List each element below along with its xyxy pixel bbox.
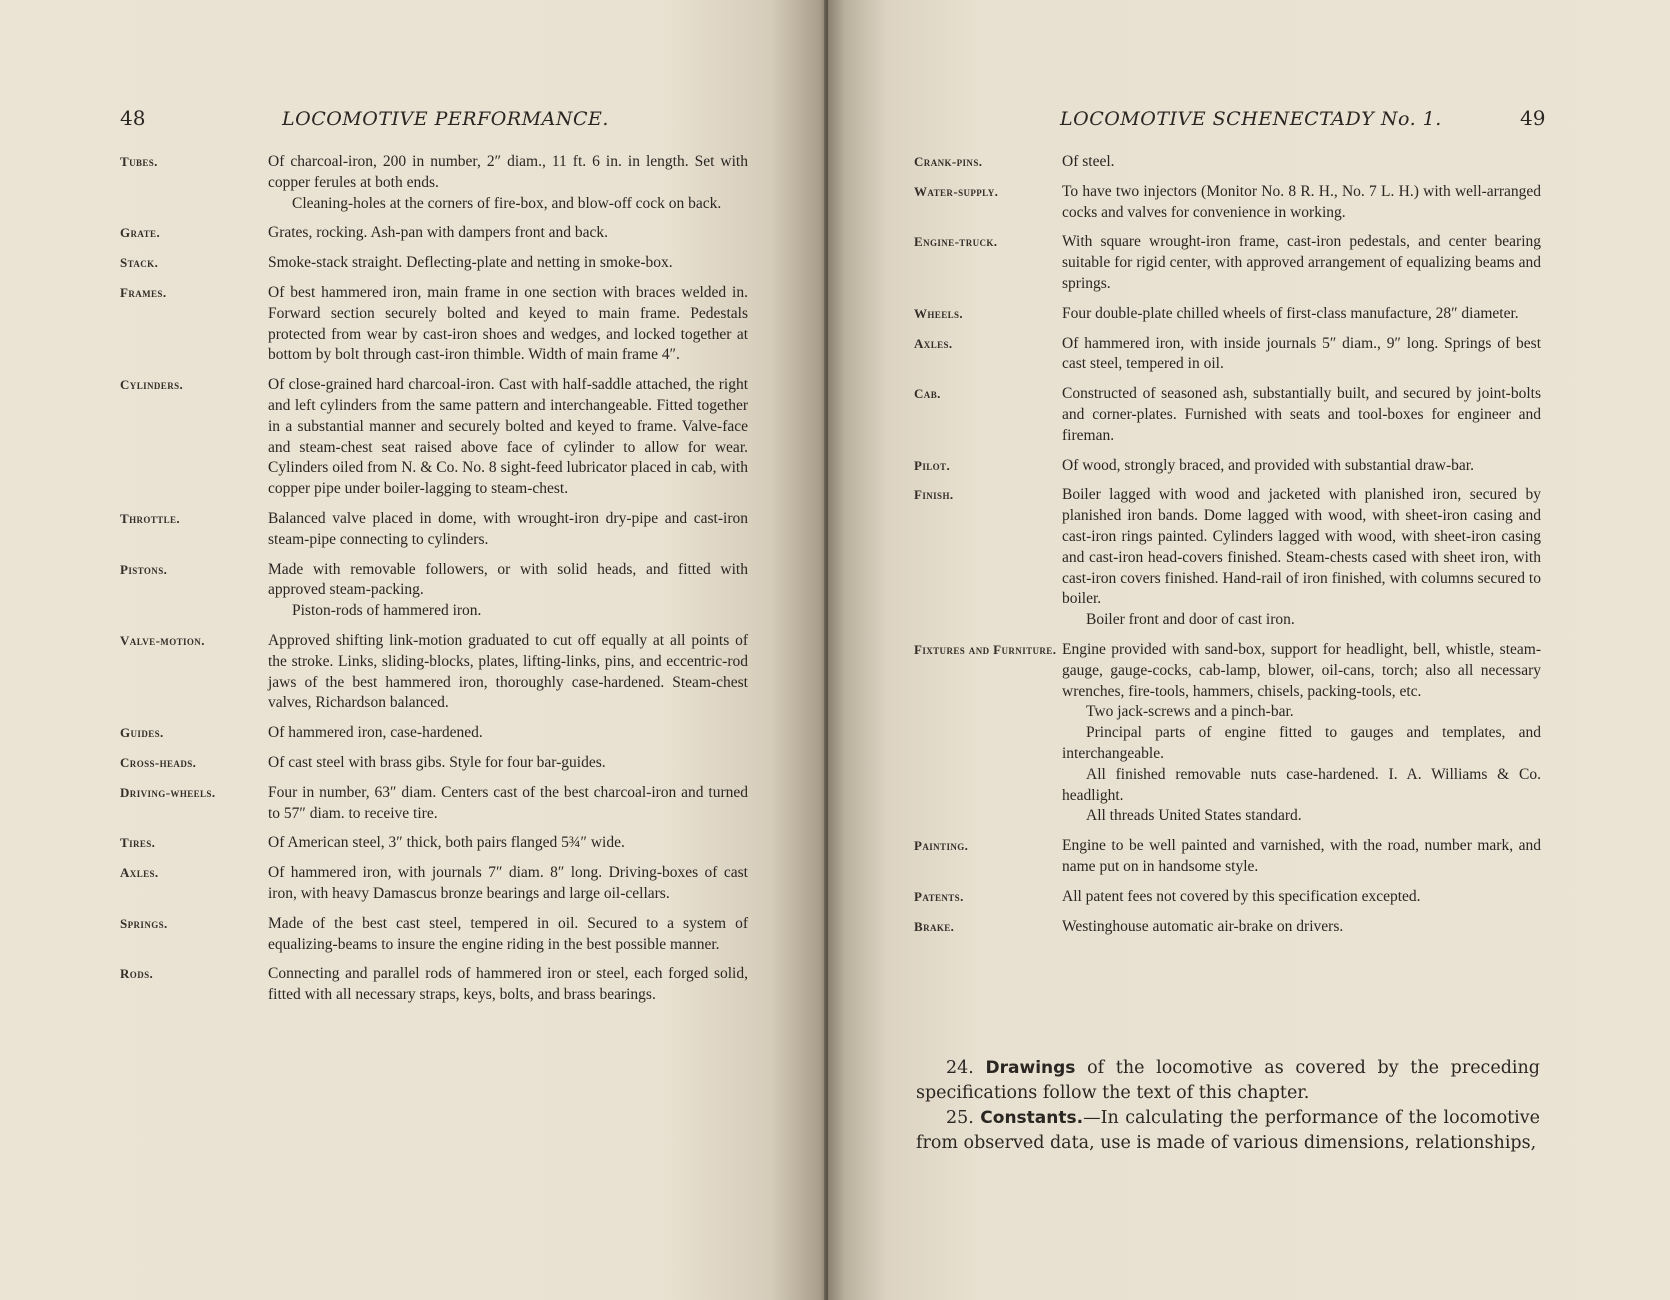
spec-paragraph: To have two injectors (Monitor No. 8 R. H., No. 7 L. H.) with well-arranged cocks and valves for convenience in working. xyxy=(1062,182,1541,221)
spec-row xyxy=(914,640,1541,827)
running-head-right-title: LOCOMOTIVE SCHENECTADY No. 1. xyxy=(1060,108,1442,130)
spec-row xyxy=(120,914,748,956)
spec-paragraph: Of American steel, 3″ thick, both pairs flanged 5¾″ wide. xyxy=(268,834,625,852)
spec-paragraph: Two jack-screws and a pinch-bar. xyxy=(1086,703,1294,721)
spec-description xyxy=(1062,334,1541,376)
spec-label: Rods. xyxy=(120,966,154,982)
spec-paragraph: All finished removable nuts case-hardened. I. A. Williams & Co. headlight. xyxy=(1062,765,1541,804)
spec-row xyxy=(914,917,1541,938)
spec-paragraph: All threads United States standard. xyxy=(1086,807,1302,825)
spec-label: Finish. xyxy=(914,487,954,503)
spec-description xyxy=(268,863,748,905)
spec-description xyxy=(268,964,748,1006)
spec-description xyxy=(268,833,748,854)
spec-description xyxy=(268,560,748,622)
page-number-right: 49 xyxy=(1520,106,1546,130)
spec-row xyxy=(914,456,1541,477)
spec-paragraph: Of wood, strongly braced, and provided with substantial draw-bar. xyxy=(1062,456,1474,474)
spec-description xyxy=(268,914,748,956)
spec-paragraph: Of hammered iron, with inside journals 5″ diam., 9″ long. Springs of best cast steel, tempered in oil. xyxy=(1062,334,1541,373)
spec-row xyxy=(120,283,748,366)
spec-row xyxy=(914,232,1541,294)
spec-paragraph: Connecting and parallel rods of hammered iron or steel, each forged solid, fitted with all necessary straps, keys, bolts, and brass bearings. xyxy=(268,965,748,1004)
spec-paragraph: Engine to be well painted and varnished, with the road, number mark, and name put on in handsome style. xyxy=(1062,837,1541,875)
spec-description xyxy=(1062,384,1541,446)
spec-paragraph: Of charcoal-iron, 200 in number, 2″ diam., 11 ft. 6 in. in length. Set with copper ferules at both ends. xyxy=(268,153,748,191)
spec-label: Pilot. xyxy=(914,457,951,473)
spec-paragraph: Piston-rods of hammered iron. xyxy=(292,602,482,620)
spec-paragraph: Westinghouse automatic air-brake on drivers. xyxy=(1062,917,1344,935)
spec-row xyxy=(914,182,1541,224)
section-heading: Constants. xyxy=(980,1108,1084,1128)
spec-paragraph: Of hammered iron, case-hardened. xyxy=(268,724,483,742)
spec-label: Water-supply. xyxy=(914,183,999,199)
spec-row xyxy=(120,253,748,274)
section-text: of the locomotive as covered by the preceding specifications follow the text of this chapter. xyxy=(916,1058,1540,1103)
spec-description xyxy=(268,223,748,244)
spec-row xyxy=(120,964,748,1006)
spec-label: Pistons. xyxy=(120,561,168,577)
section-number: 25. xyxy=(946,1108,974,1128)
spec-label: Painting. xyxy=(914,838,969,854)
spec-description xyxy=(1062,887,1541,908)
spec-paragraph: Of cast steel with brass gibs. Style for four bar-guides. xyxy=(268,753,606,771)
spec-row xyxy=(914,304,1541,325)
spec-row xyxy=(120,783,748,825)
spec-paragraph: Of hammered iron, with journals 7″ diam. 8″ long. Driving-boxes of cast iron, with heavy Damascus bronze bearings and large oil-cellars. xyxy=(268,864,748,902)
spec-paragraph: Principal parts of engine fitted to gauges and templates, and interchangeable. xyxy=(1062,724,1541,762)
spec-paragraph: Made with removable followers, or with solid heads, and fitted with approved steam-packing. xyxy=(268,560,748,599)
left-page xyxy=(0,0,828,1300)
spec-description xyxy=(268,283,748,366)
spec-label: Tubes. xyxy=(120,154,158,169)
spec-row xyxy=(914,485,1541,631)
spec-paragraph: Grates, rocking. Ash-pan with dampers front and back. xyxy=(268,224,609,242)
spec-label: Brake. xyxy=(914,918,955,934)
spec-label: Axles. xyxy=(120,865,159,881)
spec-row xyxy=(914,384,1541,446)
body-text xyxy=(916,1056,1540,1156)
spec-paragraph: All patent fees not covered by this specification excepted. xyxy=(1062,887,1421,905)
spec-label: Stack. xyxy=(120,255,159,271)
spec-paragraph: Of best hammered iron, main frame in one section with braces welded in. Forward section securely bolted and keyed to main frame. Pedestals protected from wear by cast-iron shoes and wedges, and locked together at bottom by bolt through cast-iron thimble. Width of main frame 4″. xyxy=(268,283,748,364)
spec-description xyxy=(1062,182,1541,224)
spec-row xyxy=(120,753,748,774)
spec-label: Fixtures and Furniture. xyxy=(914,641,1057,657)
spec-paragraph: Constructed of seasoned ash, substantially built, and secured by joint-bolts and corner-plates. Furnished with seats and tool-boxes for engineer and fireman. xyxy=(1062,385,1541,444)
spec-row xyxy=(914,836,1541,878)
spec-row xyxy=(120,631,748,714)
spec-paragraph: Of close-grained hard charcoal-iron. Cast with half-saddle attached, the right and left cylinders from the same pattern and interchangeable. Fitted together in a substantial manner and securely bolted and keyed to frame. Valve-face and steam-chest seat raised above face of cylinder to allow for wear. Cylinders oiled from N. & Co. No. 8 sight-feed lubricator placed in cab, with copper pipe under boiler-lagging to steam-chest. xyxy=(268,376,748,498)
spec-label: Wheels. xyxy=(914,305,964,321)
spec-paragraph: Boiler front and door of cast iron. xyxy=(1086,611,1295,629)
spec-description xyxy=(1062,836,1541,878)
spec-label: Frames. xyxy=(120,284,167,300)
spec-row xyxy=(914,887,1541,908)
running-head-right xyxy=(1060,108,1442,130)
spec-label: Throttle. xyxy=(120,510,181,526)
spec-paragraph: Cleaning-holes at the corners of fire-box, and blow-off cock on back. xyxy=(292,194,722,212)
body-paragraph xyxy=(916,1056,1540,1106)
section-number: 24. xyxy=(946,1058,974,1078)
spec-paragraph: Of steel. xyxy=(1062,153,1115,170)
spec-description xyxy=(1062,485,1541,631)
spec-paragraph: Made of the best cast steel, tempered in oil. Secured to a system of equalizing-beams to insure the engine riding in the best possible manner. xyxy=(268,914,748,953)
spec-description xyxy=(1062,640,1541,827)
spec-description xyxy=(268,783,748,825)
spec-paragraph: Balanced valve placed in dome, with wrought-iron dry-pipe and cast-iron steam-pipe connecting to cylinders. xyxy=(268,509,748,548)
spec-label: Patents. xyxy=(914,888,964,904)
spec-description xyxy=(268,723,748,744)
spec-label: Valve-motion. xyxy=(120,632,205,648)
body-paragraph xyxy=(916,1106,1540,1156)
spec-row xyxy=(914,152,1541,173)
running-head-left xyxy=(282,108,609,130)
spec-label: Tires. xyxy=(120,835,156,851)
section-text: —In calculating the performance of the locomotive from observed data, use is made of various dimensions, relationships, xyxy=(916,1108,1540,1153)
spec-row xyxy=(914,334,1541,376)
spec-label: Grate. xyxy=(120,225,161,241)
section-heading: Drawings xyxy=(985,1058,1076,1078)
spec-label: Axles. xyxy=(914,335,953,351)
spec-paragraph: Engine provided with sand-box, support for headlight, bell, whistle, steam-gauge, gauge-cocks, cab-lamp, blower, oil-cans, torch; also all necessary wrenches, fire-tools, hammers, chisels, packing-tools, etc. xyxy=(1062,640,1541,700)
spec-description xyxy=(268,753,748,774)
spec-description xyxy=(1062,304,1541,325)
running-head-left-title: LOCOMOTIVE PERFORMANCE. xyxy=(282,108,609,130)
spec-row xyxy=(120,223,748,244)
spec-paragraph: Smoke-stack straight. Deflecting-plate and netting in smoke-box. xyxy=(268,254,673,272)
spec-row xyxy=(120,833,748,854)
spec-description xyxy=(1062,456,1541,477)
spec-description xyxy=(268,152,748,214)
spec-paragraph: Four double-plate chilled wheels of first-class manufacture, 28″ diameter. xyxy=(1062,304,1519,322)
spec-row xyxy=(120,560,748,622)
spec-paragraph: Boiler lagged with wood and jacketed with planished iron, secured by planished iron bands. Dome lagged with wood, with sheet-iron casing and cast-iron rings painted. Cylinders lagged with wood, with sheet-iron casing and cast-iron head-covers finished. Steam-chests cased with sheet iron, with cast-iron covers finished. Hand-rail of iron finished, with columns secured to boiler. xyxy=(1062,486,1541,608)
spec-row xyxy=(120,723,748,744)
spec-label: Cab. xyxy=(914,386,941,402)
specification-list-right xyxy=(914,152,1541,946)
spec-label: Driving-wheels. xyxy=(120,784,216,800)
spec-label: Crank-pins. xyxy=(914,154,983,169)
page-number-left: 48 xyxy=(120,106,146,130)
spec-label: Cylinders. xyxy=(120,377,184,393)
spec-paragraph: Approved shifting link-motion graduated to cut off equally at all points of the stroke. Links, sliding-blocks, plates, lifting-links, pins, and eccentric-rod jaws of the best hammered iron, thoroughly case-hardened. Steam-chest valves, Richardson balanced. xyxy=(268,631,748,712)
spec-paragraph: Four in number, 63″ diam. Centers cast of the best charcoal-iron and turned to 57″ diam. to receive tire. xyxy=(268,783,748,822)
spec-row xyxy=(120,152,748,214)
spec-description xyxy=(268,509,748,551)
spec-description xyxy=(268,631,748,714)
spec-label: Springs. xyxy=(120,915,168,931)
spec-row xyxy=(120,509,748,551)
spec-row xyxy=(120,375,748,500)
spec-description xyxy=(268,375,748,500)
specification-list-left xyxy=(120,152,748,1015)
spec-description xyxy=(1062,917,1541,938)
spec-description xyxy=(1062,152,1541,173)
spec-description xyxy=(1062,232,1541,294)
spec-label: Engine-truck. xyxy=(914,234,998,250)
spec-label: Cross-heads. xyxy=(120,754,197,770)
spec-description xyxy=(268,253,748,274)
spec-row xyxy=(120,863,748,905)
spec-label: Guides. xyxy=(120,725,164,741)
spec-paragraph: With square wrought-iron frame, cast-iron pedestals, and center bearing suitable for rigid center, with approved arrangement of equalizing beams and springs. xyxy=(1062,233,1541,292)
